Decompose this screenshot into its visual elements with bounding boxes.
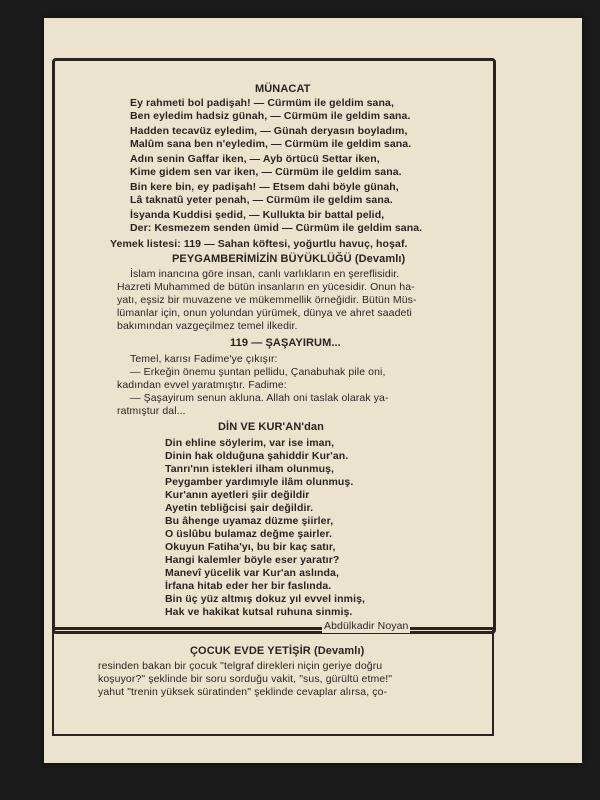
poem-line: Adın senin Gaffar iken, — Ayb örtücü Settar iken, (130, 153, 380, 165)
paragraph-line: koşuyor?" şeklinde bir soru sorduğu vakit, "sus, gürültü etme!" (98, 673, 393, 685)
paragraph-line: yahut "trenin yüksek süratinden" şeklinde cevaplar alırsa, ço- (98, 686, 388, 698)
paragraph-line: — Erkeğin önemu şuntan pellidu, Çanabuhak pile oni, (130, 366, 386, 378)
poem-line: Ben eyledim hadsiz günah, — Cürmüm ile geldim sana. (130, 110, 411, 122)
paragraph-line: yatı, eşsiz bir muvazene ve mükemmellik örneğidir. Bütün Müs- (117, 294, 417, 306)
poem-line: Ey rahmeti bol padişah! — Cürmüm ile geldim sana, (130, 97, 394, 109)
poem-line: Kur'anın ayetleri şiir değildir (165, 489, 310, 501)
cocuk-title: ÇOCUK EVDE YETİŞİR (Devamlı) (190, 645, 365, 657)
poem-line: Kime gidem sen var iken, — Cürmüm ile geldim sana. (130, 166, 402, 178)
paragraph-line: Temel, karısı Fadime'ye çıkışır: (130, 353, 278, 365)
poem-line: Hadden tecavüz eyledim, — Günah deryasın boyladım, (130, 125, 408, 137)
paragraph-line: Hazreti Muhammed de bütün insanların en yücesidir. Onun ha- (117, 281, 415, 293)
poem-line: Bin üç yüz altmış dokuz yıl evvel inmiş, (165, 593, 366, 605)
paragraph-line: bakımından vazgeçilmez temel ilkedir. (117, 320, 298, 332)
menu-line: Yemek listesi: 119 — Sahan köftesi, yoğurtlu havuç, hoşaf. (110, 238, 408, 250)
poem-line: Malûm sana ben n'eyledim, — Cürmüm ile geldim sana. (130, 138, 412, 150)
poem-line: Hak ve hakikat kutsal ruhuna sinmiş. (165, 606, 353, 618)
paragraph-line: İslam inancına göre insan, canlı varlıkların en şereflisidir. (130, 268, 400, 280)
poem-line: Din ehline söylerim, var ise iman, (165, 437, 335, 449)
poem-line: Bu âhenge uyamaz düzme şiirler, (165, 515, 334, 527)
poem-line: O üslûbu bulamaz değme şairler. (165, 528, 333, 540)
poem-line: Ayetin tebliğcisi şair değildir. (165, 502, 314, 514)
poem-line: Bin kere bin, ey padişah! — Etsem dahi böyle günah, (130, 181, 399, 193)
poem-line: İrfana hitab eder her bir faslında. (165, 580, 332, 592)
paragraph-line: kadından evvel yaratmıştır. Fadime: (117, 379, 287, 391)
poem-line: Hangi kalemler böyle eser yaratır? (165, 554, 340, 566)
poem-line: İsyanda Kuddisi şedid, — Kullukta bir battal pelid, (130, 209, 385, 221)
poem-line: Manevî yücelik var Kur'an aslında, (165, 567, 339, 579)
poem-line: Der: Kesmezem senden ümid — Cürmüm ile geldim sana. (130, 222, 423, 234)
paragraph-line: ratmıştur dal... (117, 405, 186, 417)
poem-line: Peygamber yardımıyle ilâm olunmuş. (165, 476, 354, 488)
poem-line: Tanrı'nın istekleri ilham olunmuş, (165, 463, 335, 475)
poem-line: Lâ taknatû yeter penah, — Cürmüm ile geldim sana. (130, 194, 393, 206)
paragraph-line: lümanlar için, onun yolundan yürümek, dünya ve ahret saadeti (117, 307, 412, 319)
paragraph-line: — Şaşayirum senun akluna. Allah oni taslak olarak ya- (130, 392, 389, 404)
sasayirum-title: 119 — ŞAŞAYIRUM... (230, 337, 341, 349)
munacat-title: MÜNACAT (255, 83, 311, 95)
poem-line: Dinin hak olduğuna şahiddir Kur'an. (165, 450, 349, 462)
poem-line: Okuyun Fatiha'yı, bu bir kaç satır, (165, 541, 336, 553)
paragraph-line: resinden bakan bir çocuk "telgraf direkleri niçin geriye doğru (98, 660, 383, 672)
din-title: DİN VE KUR'AN'dan (218, 421, 324, 433)
peygamber-title: PEYGAMBERİMİZİN BÜYÜKLÜĞÜ (Devamlı) (172, 253, 406, 265)
author-signature: Abdülkadir Noyan (324, 620, 409, 632)
